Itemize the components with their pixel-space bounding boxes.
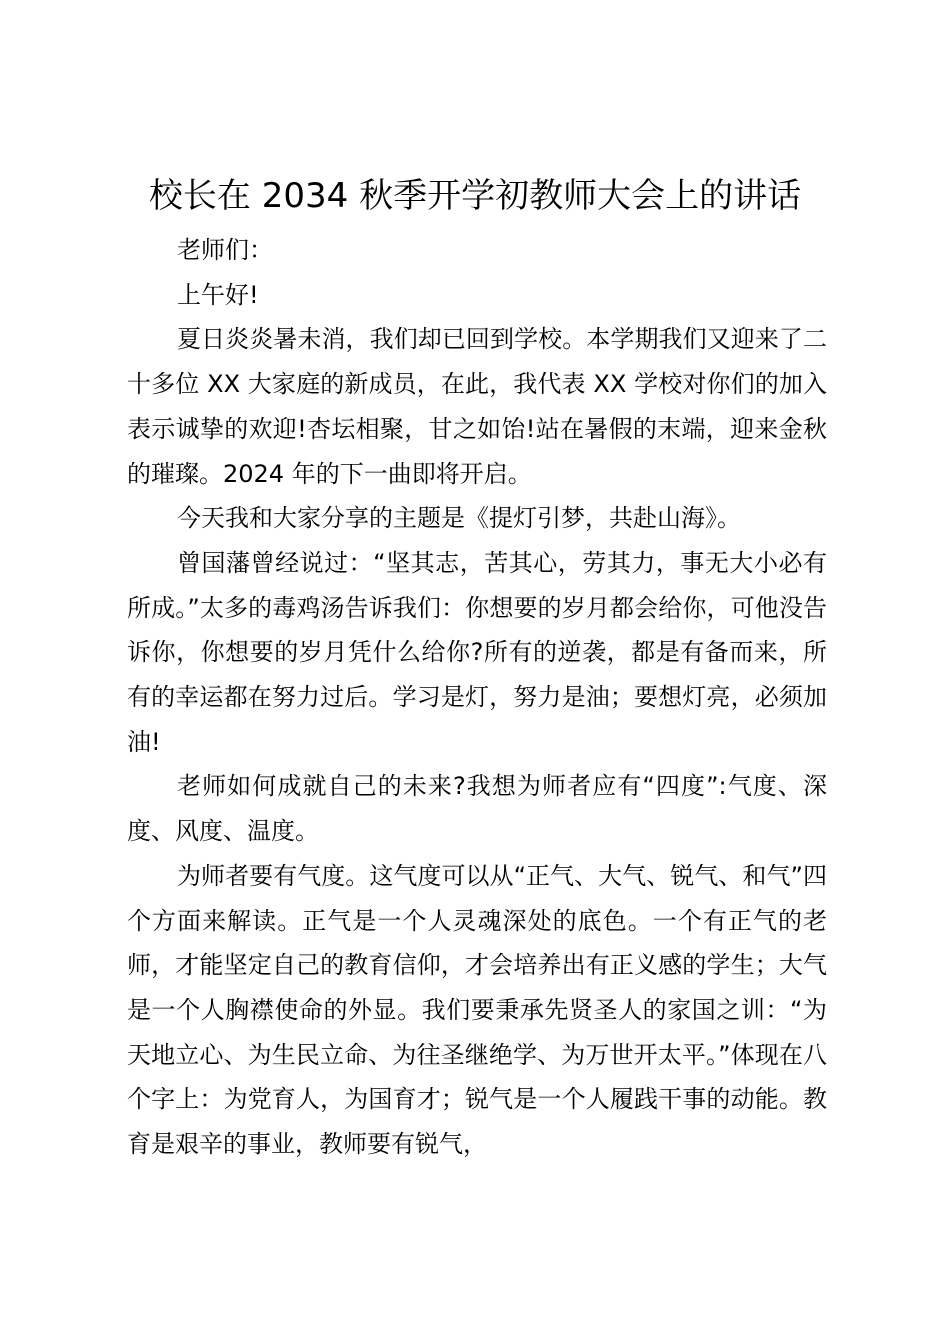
paragraph-quote: 曾国藩曾经说过：“坚其志，苦其心，劳其力，事无大小必有所成。”太多的毒鸡汤告诉我们：你想要的岁月都会给你，可他没告诉你，你想要的岁月凭什么给你?所有的逆袭，都是有备而来，所有的幸运都在努力过后。学习是灯，努力是油；要想灯亮，必须加油! xyxy=(127,548,827,756)
document-title: 校长在 2034 秋季开学初教师大会上的讲话 xyxy=(148,176,802,216)
document-body xyxy=(127,228,827,1167)
paragraph-four-degrees: 老师如何成就自己的未来?我想为师者应有“四度”:气度、深度、风度、温度。 xyxy=(127,772,827,846)
paragraph-greeting: 老师们： xyxy=(177,236,273,264)
paragraph-welcome: 夏日炎炎暑未消，我们却已回到学校。本学期我们又迎来了二十多位 XX 大家庭的新成员，在此，我代表 XX 学校对你们的加入表示诚挚的欢迎!杏坛相聚，甘之如饴!站在暑假的末端，迎来金秋的璀璨。2024 年的下一曲即将开启。 xyxy=(127,325,827,488)
paragraph-theme: 今天我和大家分享的主题是《提灯引梦，共赴山海》。 xyxy=(177,504,741,533)
paragraph-demeanor: 为师者要有气度。这气度可以从“正气、大气、锐气、和气”四个方面来解读。正气是一个人灵魂深处的底色。一个有正气的老师，才能坚定自己的教育信仰，才会培养出有正义感的学生；大气是一个人胸襟使命的外显。我们要秉承先贤圣人的家国之训：“为天地立心、为生民立命、为往圣继绝学、为万世开太平。”体现在八个字上：为党育人，为国育才；锐气是一个人履践干事的动能。教育是艰辛的事业，教师要有锐气， xyxy=(127,861,827,1159)
paragraph-good-morning: 上午好! xyxy=(177,280,259,309)
